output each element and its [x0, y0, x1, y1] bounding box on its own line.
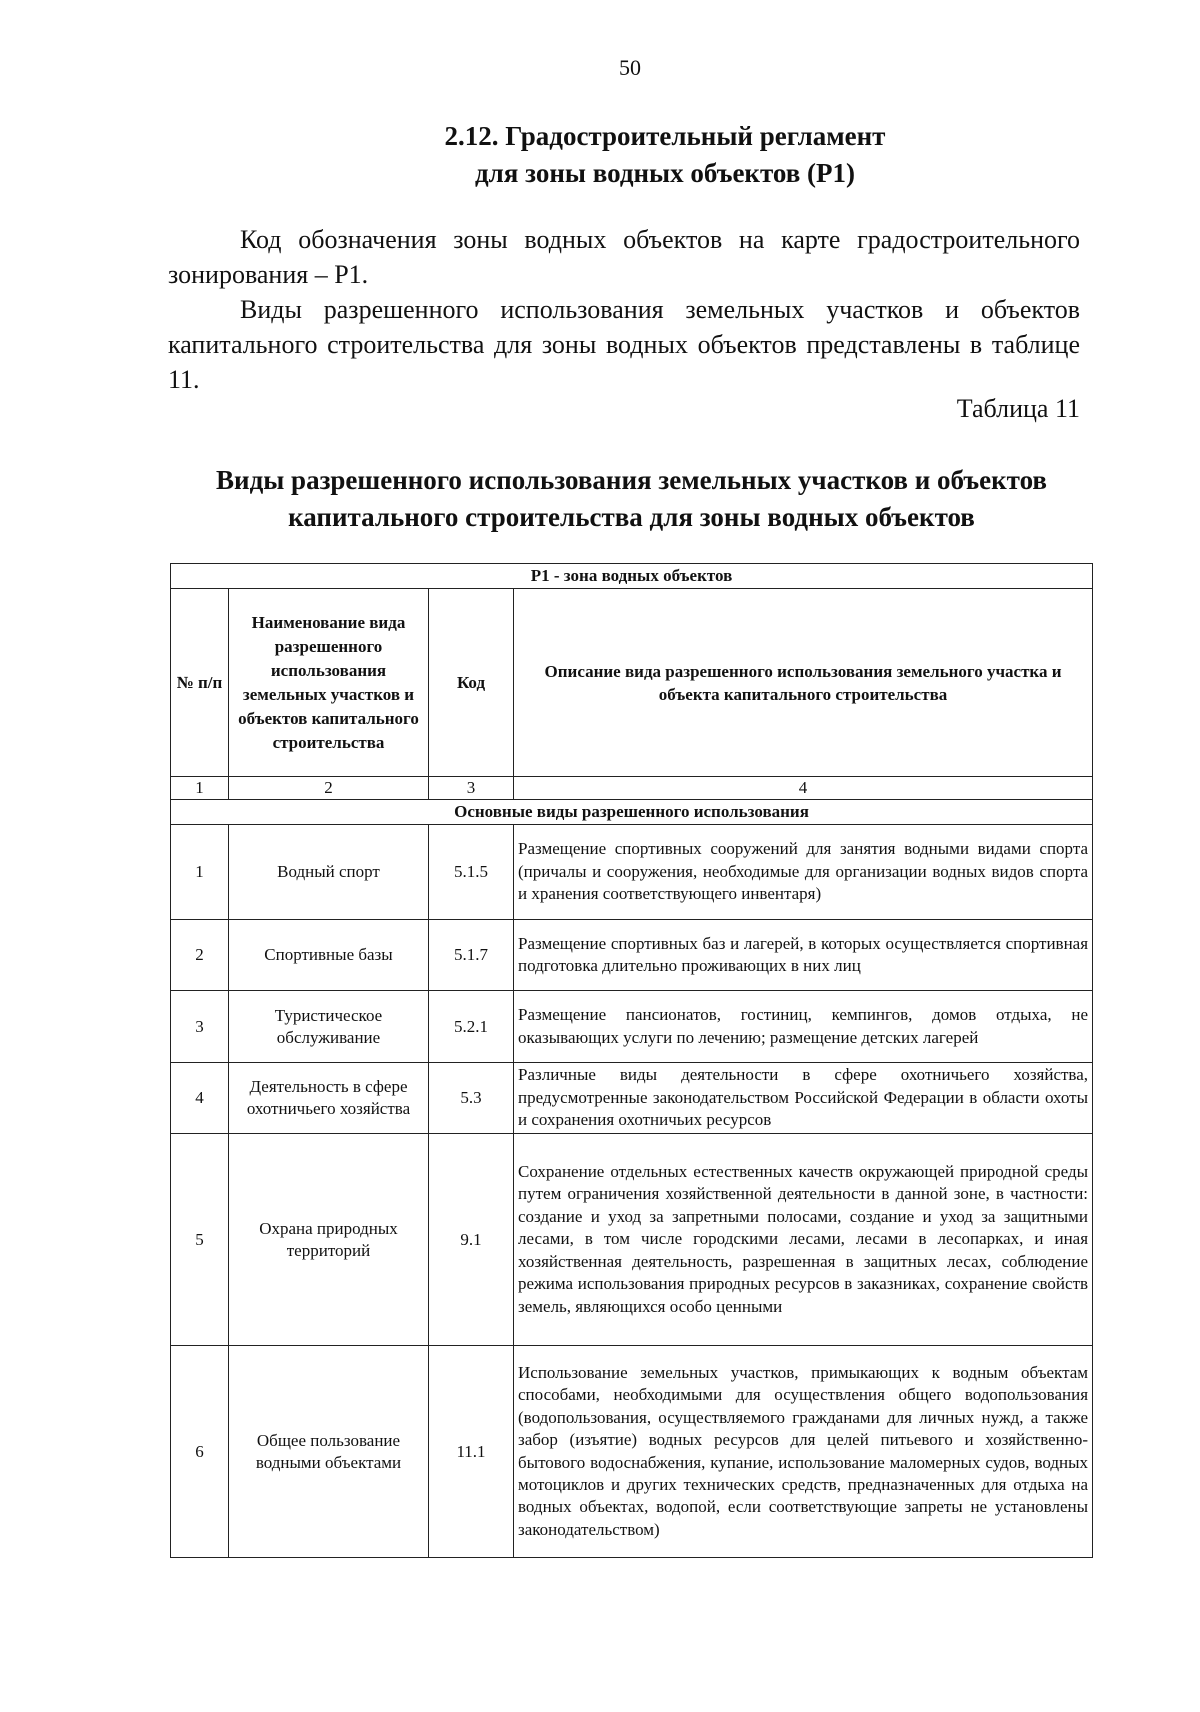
use-name: Водный спорт [229, 825, 429, 920]
row-number: 4 [171, 1063, 229, 1134]
row-number: 5 [171, 1134, 229, 1346]
table-row [171, 1063, 1093, 1134]
paragraph-allowed-uses: Виды разрешенного использования земельных участков и объектов капитального строительства для зоны водных объектов представлены в таблице 11. [168, 295, 1080, 394]
table-title-line2: капитального строительства для зоны водных объектов [288, 502, 975, 532]
use-name: Охрана природных территорий [229, 1134, 429, 1346]
page-number: 50 [619, 55, 641, 80]
header-row [171, 589, 1093, 777]
use-description: Сохранение отдельных естественных качеств окружающей природной среды путем ограничения хозяйственной деятельности в данной зоне, в частности: создание и уход за запретными полосами, создание и уход за защитными лесами, в том числе городскими лесами, лесами в лесопарках, и иная хозяйственная деятельность, разрешенная в защитных лесах, соблюдение режима использования природных ресурсов в заказниках, сохранение свойств земель, являющихся особо ценными [514, 1134, 1093, 1346]
row-number: 3 [171, 991, 229, 1063]
use-code: 11.1 [429, 1346, 514, 1558]
column-number: 1 [171, 777, 229, 800]
table-row [171, 825, 1093, 920]
use-name: Спортивные базы [229, 920, 429, 991]
table-row [171, 1346, 1093, 1558]
use-code: 5.2.1 [429, 991, 514, 1063]
section-title-row [171, 800, 1093, 825]
section-heading-line2: для зоны водных объектов (Р1) [474, 158, 856, 188]
table-row [171, 1134, 1093, 1346]
regulation-table [170, 563, 1093, 1558]
table-title-line1: Виды разрешенного использования земельных участков и объектов [216, 465, 1047, 495]
use-description: Размещение спортивных сооружений для занятия водными видами спорта (причалы и сооружения, необходимые для организации водных видов спорта и хранения соответствующего инвентаря) [514, 825, 1093, 920]
header-name: Наименование вида разрешенного использования земельных участков и объектов капитального строительства [229, 589, 429, 777]
section-heading-line1: 2.12. Градостроительный регламент [444, 121, 886, 151]
section-heading [0, 118, 1200, 192]
header-code: Код [429, 589, 514, 777]
section-title: Основные виды разрешенного использования [171, 800, 1093, 825]
use-name: Общее пользование водными объектами [229, 1346, 429, 1558]
row-number: 1 [171, 825, 229, 920]
zone-title-row [171, 564, 1093, 589]
table-title [0, 462, 1200, 536]
row-number: 6 [171, 1346, 229, 1558]
row-number: 2 [171, 920, 229, 991]
use-code: 9.1 [429, 1134, 514, 1346]
use-code: 5.1.7 [429, 920, 514, 991]
use-description: Различные виды деятельности в сфере охотничьего хозяйства, предусмотренные законодательством Российской Федерации в области охоты и сохранения охотничьих ресурсов [514, 1063, 1093, 1134]
table-row [171, 991, 1093, 1063]
column-number-row [171, 777, 1093, 800]
zone-title: Р1 - зона водных объектов [171, 564, 1093, 589]
column-number: 3 [429, 777, 514, 800]
use-code: 5.1.5 [429, 825, 514, 920]
paragraph-zone-code: Код обозначения зоны водных объектов на карте градостроительного зонирования – Р1. [168, 225, 1080, 289]
use-description: Использование земельных участков, примыкающих к водным объектам способами, необходимыми для осуществления общего водопользования (водопользования, осуществляемого гражданами для личных нужд, а также забор (изъятие) водных ресурсов для целей питьевого и хозяйственно-бытового водоснабжения, купание, использование маломерных судов, водных мотоциклов и других технических средств, предназначенных для отдыха на водных объектах, водопой, если соответствующие запреты не установлены законодательством) [514, 1346, 1093, 1558]
header-number: № п/п [171, 589, 229, 777]
table-label: Таблица 11 [956, 394, 1080, 423]
use-code: 5.3 [429, 1063, 514, 1134]
use-name: Деятельность в сфере охотничьего хозяйства [229, 1063, 429, 1134]
table-row [171, 920, 1093, 991]
column-number: 2 [229, 777, 429, 800]
use-description: Размещение пансионатов, гостиниц, кемпингов, домов отдыха, не оказывающих услуги по лечению; размещение детских лагерей [514, 991, 1093, 1063]
header-description: Описание вида разрешенного использования земельного участка и объекта капитального строительства [514, 589, 1093, 777]
column-number: 4 [514, 777, 1093, 800]
use-name: Туристическое обслуживание [229, 991, 429, 1063]
use-description: Размещение спортивных баз и лагерей, в которых осуществляется спортивная подготовка длительно проживающих в них лиц [514, 920, 1093, 991]
